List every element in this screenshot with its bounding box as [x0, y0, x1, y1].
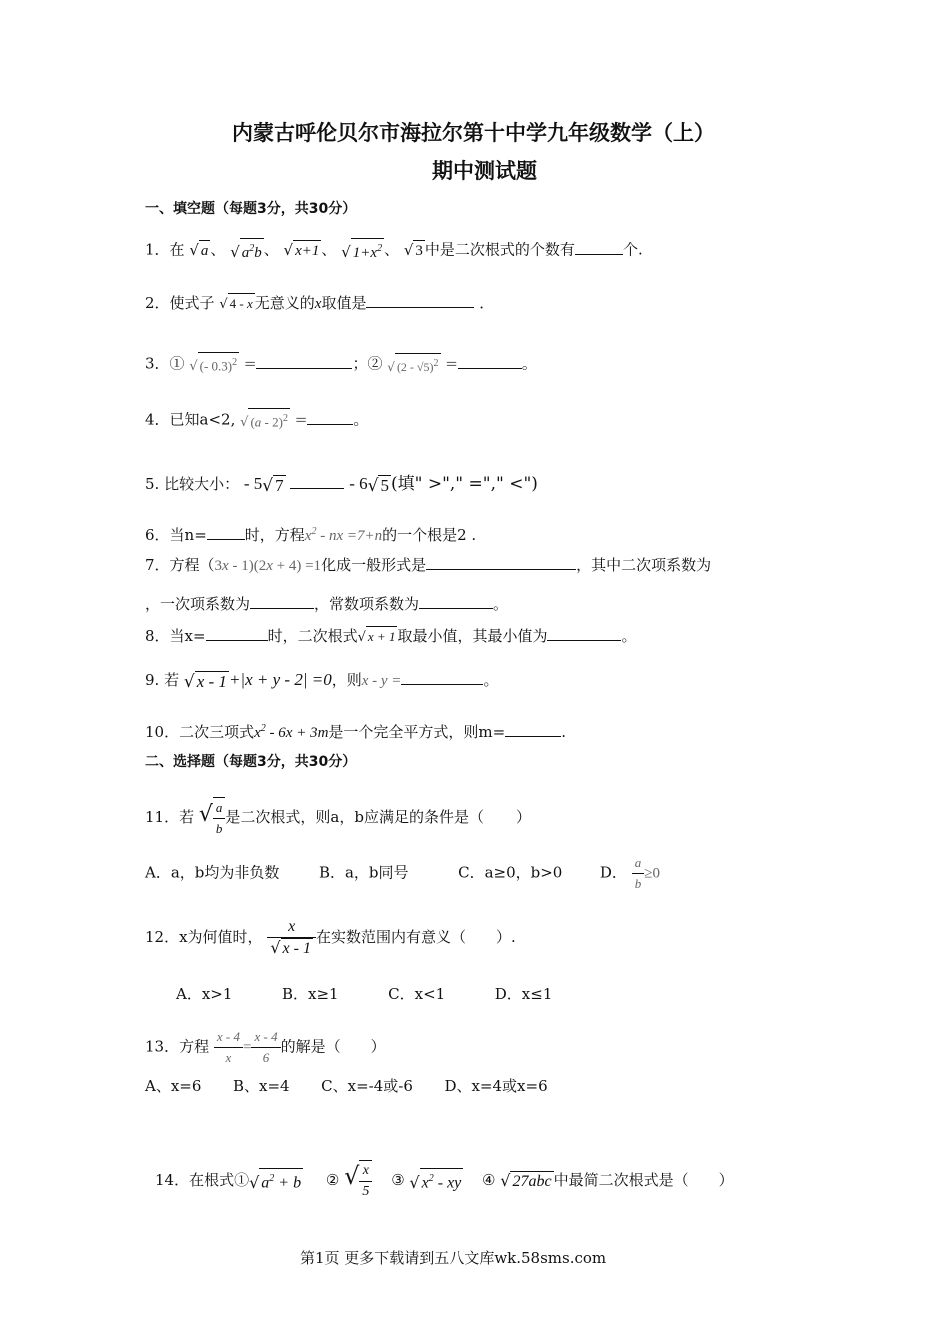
- answer-blank: [505, 722, 561, 737]
- radical-neg-0-3-squared: √ (- 0.3)$^2$: [189, 352, 239, 377]
- answer-blank: [426, 555, 576, 570]
- answer-blank: [419, 594, 493, 609]
- option-a: A、x=6: [145, 1077, 202, 1095]
- option-b: B、x=4: [232, 1077, 290, 1095]
- answer-blank: [575, 240, 623, 255]
- option-c: C、x=-4或-6: [321, 1077, 413, 1095]
- question-11: 11．若 √ $\frac{a}{b}$ 是二次根式，则a，b应满足的条件是（ ）: [145, 797, 531, 839]
- question-13: 13．方程 $\frac{x - 4}{x}$ = $\frac{x - 4}{6}$ 的解是（ ）: [145, 1029, 386, 1065]
- answer-blank: [207, 525, 245, 540]
- question-7-cont: ，一次项系数为 ，常数项系数为 。: [145, 595, 509, 613]
- page-footer: 第1页 更多下载请到五八文库wk.58sms.com: [300, 1249, 607, 1267]
- question-12: 12．x为何值时， $\frac{x}{√ x - 1}$ 在实数范围内有意义（ ）.: [145, 918, 516, 957]
- question-10: 10．二次三项式$x^2 - 6x + 3m$是一个完全平方式，则m= .: [145, 723, 566, 741]
- section1-heading: 一、填空题（每题3分，共30分）: [145, 201, 357, 217]
- radical-2-minus-root5-squared: √ (2 - √5)$^2$: [387, 353, 440, 377]
- question-14: 14．在根式①√ $a^2 + b$ ② √ $\frac{x}{5}$ ③ √ $x^2$ - xy ④ √ 27abc 中最简二次根式是（ ）: [155, 1160, 734, 1202]
- answer-blank: [458, 354, 522, 369]
- option-d: D、x=4或x=6: [444, 1077, 548, 1095]
- answer-blank: [547, 626, 621, 641]
- section2-heading: 二、选择题（每题3分，共30分）: [145, 754, 357, 770]
- question-12-options: [176, 984, 552, 1004]
- question-1: 1．在 √ a 、 √ $a^2b$ 、 √ x+1 、 √ $1+x^2$ 、 √ 3 中是二次根式的个数有 个.: [145, 238, 643, 263]
- radical-4-minus-x: √ 4 - x: [219, 293, 254, 315]
- radical-a2b: √ $a^2b$: [230, 238, 264, 263]
- radical-1-plus-x2: √ $1+x^2$: [341, 238, 384, 263]
- option-c: C．x<1: [388, 985, 446, 1003]
- radical-3: √ 3: [403, 241, 423, 259]
- radical-a: √ a: [189, 241, 209, 259]
- doc-title-line2: 期中测试题: [432, 159, 537, 183]
- option-a: A．x>1: [176, 985, 233, 1003]
- option-d: D．: [599, 863, 627, 882]
- radical-a-minus-2-squared: √ (a - 2)$^2$: [240, 408, 290, 433]
- option-c: C．a≥0，b>0: [458, 863, 563, 882]
- answer-blank: [256, 354, 352, 369]
- question-8: 8．当x= 时，二次根式√ x + 1 取最小值，其最小值为 。: [145, 627, 637, 645]
- answer-blank: [250, 594, 314, 609]
- answer-blank: [366, 293, 474, 308]
- question-3: 3．① √ (- 0.3)$^2$ = ；② √ (2 - √5)$^2$ = 。: [145, 352, 537, 377]
- answer-blank: [307, 410, 353, 425]
- question-6: 6．当n= 时，方程$x^2$ - nx =7+n的一个根是2 .: [145, 526, 477, 544]
- question-13-options: [145, 1076, 548, 1096]
- option-a: A．a，b均为非负数: [145, 863, 280, 882]
- option-d: D．x≤1: [494, 985, 553, 1003]
- radical-x-plus-1: √ x+1: [283, 241, 320, 259]
- answer-blank: [401, 670, 483, 685]
- option-b: B．x≥1: [281, 985, 339, 1003]
- question-5: 5. 比较大小： - 5√ 7 - 6√ 5 (填" >"," ="," <"): [145, 474, 538, 496]
- doc-title-line1: 内蒙古呼伦贝尔市海拉尔第十中学九年级数学（上）: [232, 121, 715, 145]
- answer-blank: [290, 474, 344, 489]
- question-7: 7．方程（3x - 1)(2x + 4) =1化成一般形式是 ，其中二次项系数为: [145, 556, 712, 574]
- answer-blank: [206, 626, 268, 641]
- question-9: 9. 若 √ x - 1 +|x + y - 2| =0，则x - y = 。: [145, 670, 499, 692]
- question-4: 4．已知a<2, √ (a - 2)$^2$ = 。: [145, 408, 368, 433]
- question-11-options: A．a，b均为非负数 B．a，b同号 C．a≥0，b>0 D． $\frac{a}{b}$ ≥0: [145, 855, 660, 891]
- option-b: B．a，b同号: [318, 863, 409, 882]
- question-2: 2．使式子 √ 4 - x 无意义的x取值是 ．: [145, 293, 494, 315]
